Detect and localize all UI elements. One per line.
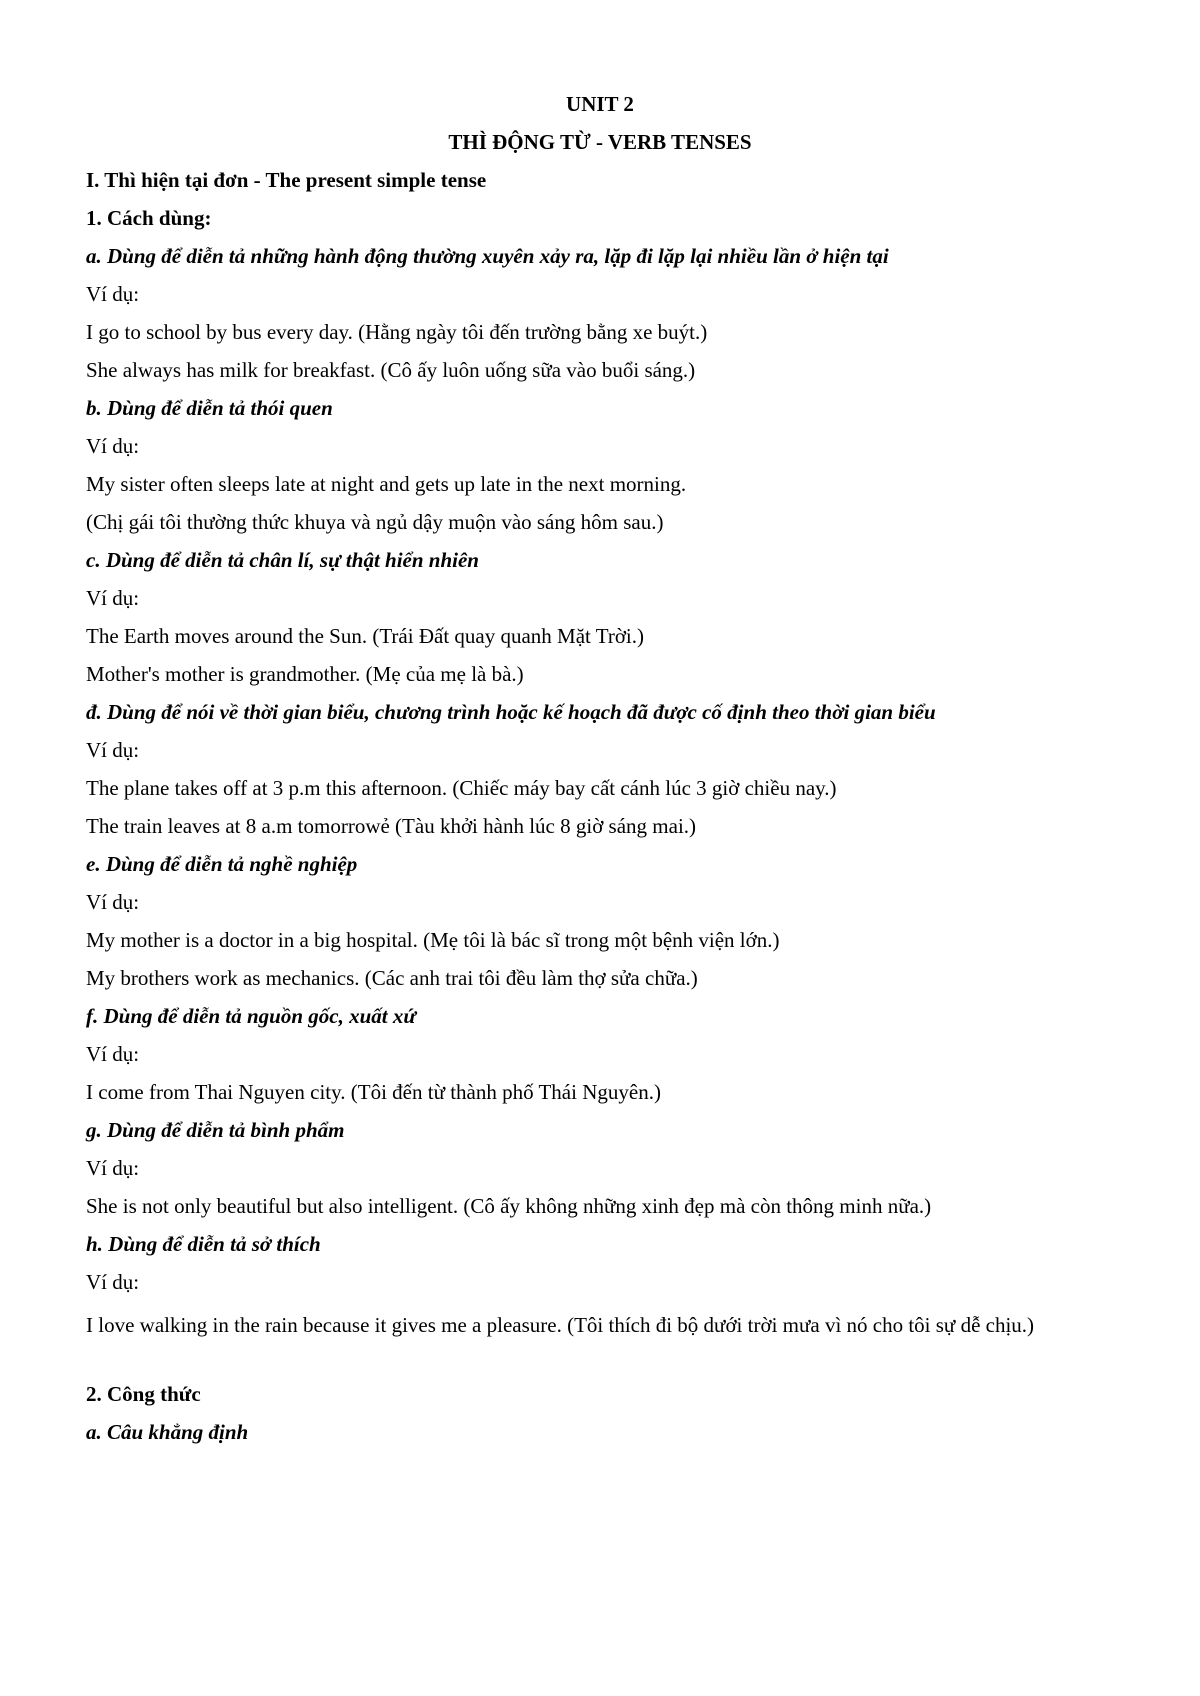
usage-heading-b: b. Dùng để diễn tả thói quen [86, 396, 333, 420]
example-line: She is not only beautiful but also intelligent. (Cô ấy không những xinh đẹp mà còn thông minh nữa.) [86, 1194, 932, 1218]
example-label: Ví dụ: [86, 1042, 140, 1066]
usage-heading-f: f. Dùng để diễn tả nguồn gốc, xuất xứ [86, 1004, 416, 1028]
example-line: The train leaves at 8 a.m tomorrowẻ (Tàu khởi hành lúc 8 giờ sáng mai.) [86, 814, 697, 838]
example-line: She always has milk for breakfast. (Cô ấy luôn uống sữa vào buổi sáng.) [86, 358, 696, 382]
example-line: Mother's mother is grandmother. (Mẹ của mẹ là bà.) [86, 662, 524, 686]
example-line: I go to school by bus every day. (Hằng ngày tôi đến trường bằng xe buýt.) [86, 320, 708, 344]
usage-heading-d: đ. Dùng để nói về thời gian biểu, chương trình hoặc kế hoạch đã được cố định theo thời gian biểu [86, 700, 936, 724]
usage-heading-a: a. Dùng để diễn tả những hành động thường xuyên xảy ra, lặp đi lặp lại nhiều lần ở hiện tại [86, 244, 889, 268]
subsection-heading: 1. Cách dùng: [86, 206, 212, 230]
example-line: I come from Thai Nguyen city. (Tôi đến từ thành phố Thái Nguyên.) [86, 1080, 661, 1104]
example-label: Ví dụ: [86, 1270, 140, 1294]
section-heading: I. Thì hiện tại đơn - The present simple tense [86, 168, 487, 192]
example-line: My mother is a doctor in a big hospital. (Mẹ tôi là bác sĩ trong một bệnh viện lớn.) [86, 928, 780, 952]
unit-heading: UNIT 2 [566, 92, 634, 116]
example-line: The Earth moves around the Sun. (Trái Đất quay quanh Mặt Trời.) [86, 624, 645, 648]
example-label: Ví dụ: [86, 1156, 140, 1180]
example-label: Ví dụ: [86, 282, 140, 306]
example-line: (Chị gái tôi thường thức khuya và ngủ dậy muộn vào sáng hôm sau.) [86, 510, 664, 534]
usage-heading-h: h. Dùng để diễn tả sở thích [86, 1232, 321, 1256]
example-line: The plane takes off at 3 p.m this afternoon. (Chiếc máy bay cất cánh lúc 3 giờ chiều nay.) [86, 776, 837, 800]
example-label: Ví dụ: [86, 738, 140, 762]
example-label: Ví dụ: [86, 586, 140, 610]
usage-heading-c: c. Dùng để diễn tả chân lí, sự thật hiển nhiên [86, 548, 479, 572]
example-label: Ví dụ: [86, 890, 140, 914]
example-line: My sister often sleeps late at night and gets up late in the next morning. [86, 472, 687, 496]
example-label: Ví dụ: [86, 434, 140, 458]
usage-heading-e: e. Dùng để diễn tả nghề nghiệp [86, 852, 358, 876]
example-line: I love walking in the rain because it gives me a pleasure. (Tôi thích đi bộ dưới trời mưa vì nó cho tôi sự dễ chịu.) [86, 1313, 1035, 1337]
subsection-heading-affirmative: a. Câu khẳng định [86, 1420, 249, 1444]
example-line: My brothers work as mechanics. (Các anh trai tôi đều làm thợ sửa chữa.) [86, 966, 698, 990]
subsection-heading-formula: 2. Công thức [86, 1382, 201, 1406]
page-title: THÌ ĐỘNG TỪ - VERB TENSES [448, 130, 752, 154]
usage-heading-g: g. Dùng để diễn tả bình phẩm [86, 1118, 345, 1142]
